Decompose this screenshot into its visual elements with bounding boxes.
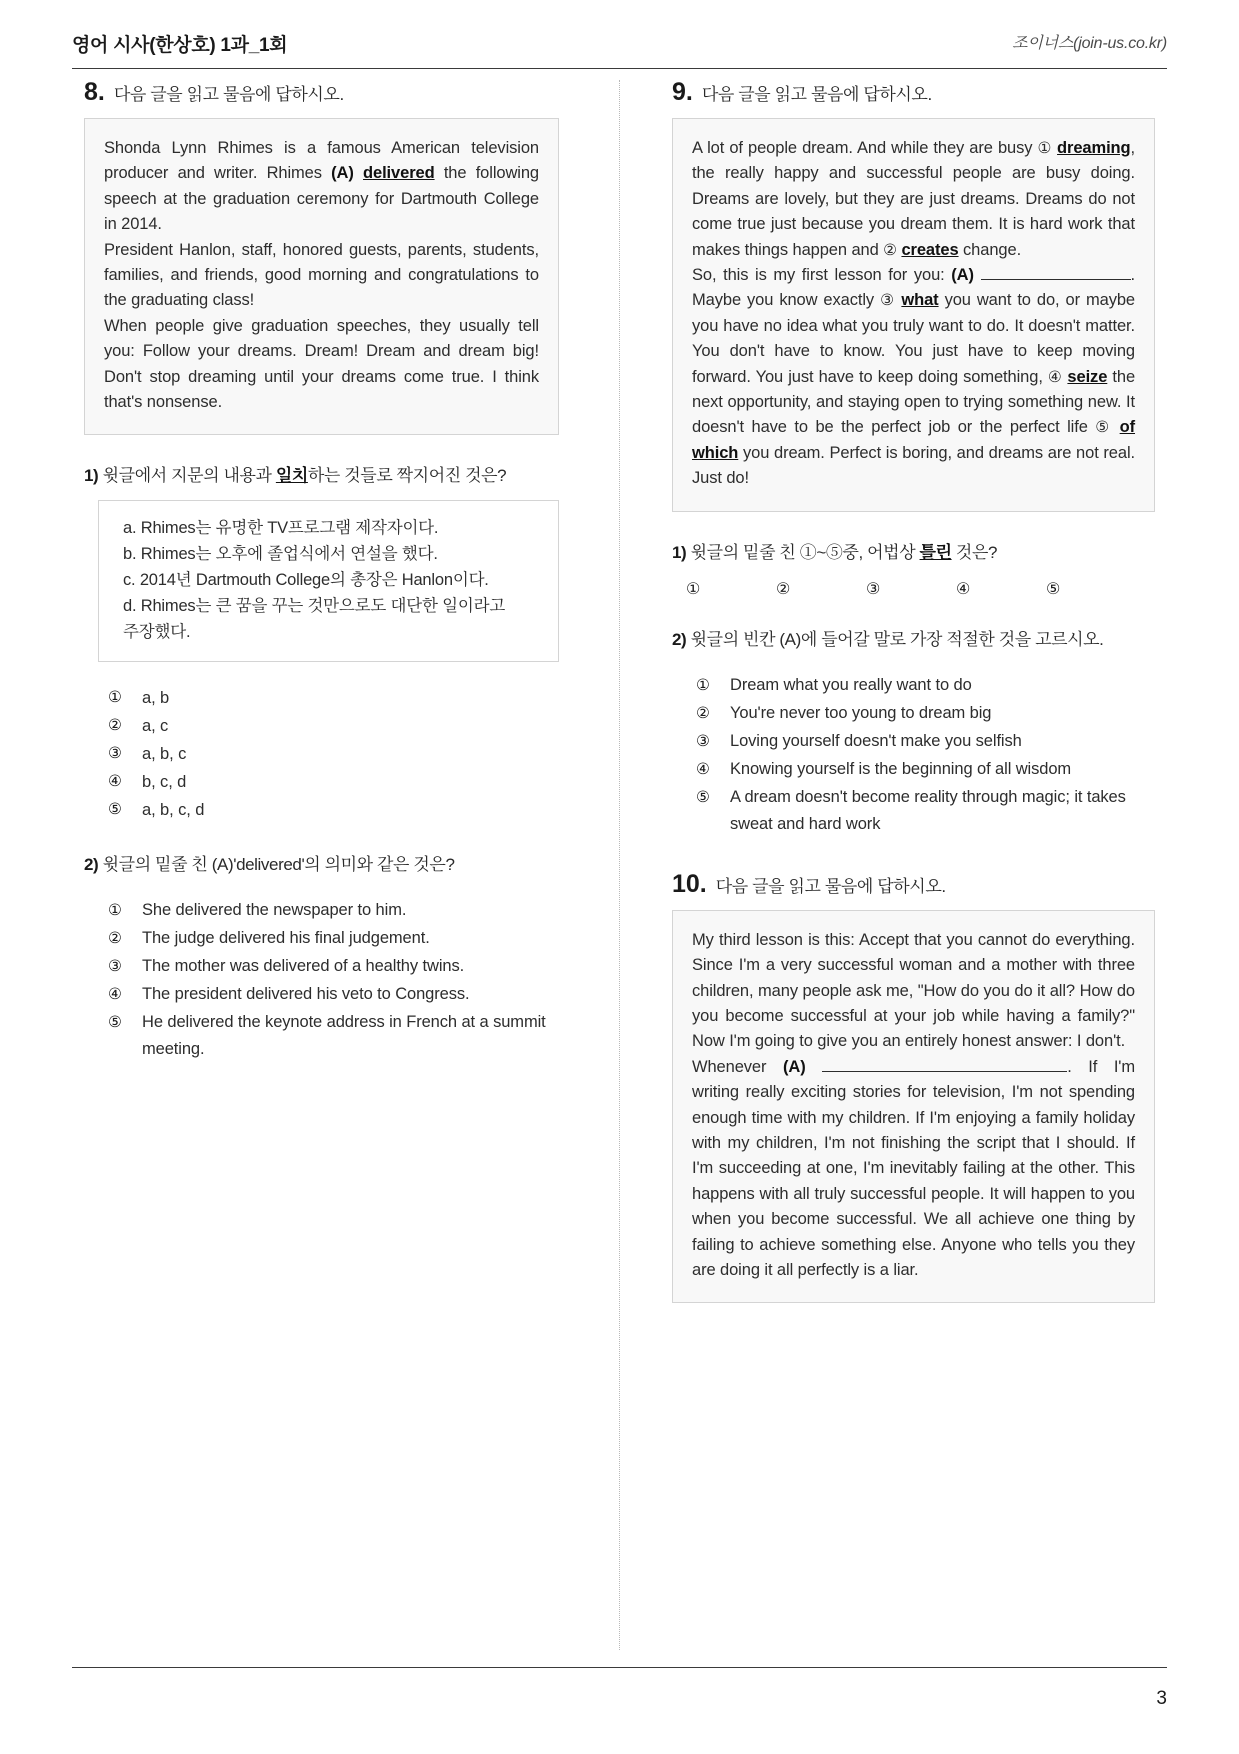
passage-label-a: (A) [331, 164, 354, 183]
choice-marker-5: ⑤ [108, 1014, 122, 1032]
choice-marker-1: ① [108, 689, 122, 707]
choice-label: The judge delivered his final judgement. [142, 929, 430, 948]
question-8-number: 8. [84, 78, 105, 106]
circled-marker-4: ④ [1047, 368, 1063, 386]
choice-label: You're never too young to dream big [730, 703, 992, 722]
question-8-sub1-choices [108, 684, 559, 824]
choice-marker-3: ③ [108, 745, 122, 763]
choice-label: a, b, c, d [142, 801, 205, 820]
passage-text: Shonda Lynn Rhimes is a famous American television producer and writer. Rhimes [104, 139, 539, 183]
choice-label: b, c, d [142, 773, 187, 792]
passage-text: Whenever [692, 1057, 783, 1076]
choice-marker-2: ② [108, 717, 122, 735]
question-8-instruction: 다음 글을 읽고 물음에 답하시오. [113, 85, 344, 104]
footer-divider-rule [72, 1667, 1167, 1668]
circled-marker-2: ② [883, 241, 897, 259]
question-10-number: 10. [672, 869, 707, 898]
passage-text: , the really happy and successful people are busy doing. Dreams are lovely, but they are just dreams. Dreams do not come true just because you dream them. It is hard work that makes things happen and [692, 139, 1135, 259]
choice-marker-3: ③ [108, 958, 122, 976]
choice-marker-2: ② [696, 704, 710, 722]
sub-question-number: 2) [672, 629, 687, 649]
passage-text: change. [958, 240, 1022, 259]
question-9-passage-box [672, 118, 1155, 512]
choice-option[interactable] [108, 981, 559, 1009]
choice-marker-1: ① [108, 902, 122, 920]
right-column [619, 80, 1239, 1309]
choice-option[interactable] [108, 712, 559, 740]
choice-label: He delivered the keynote address in French at a summit meeting. [142, 1013, 546, 1059]
question-8-passage-box [84, 118, 559, 435]
two-column-body [0, 80, 1239, 1309]
choice-option[interactable] [108, 953, 559, 981]
choice-label: The president delivered his veto to Congress. [142, 985, 470, 1004]
choice-option[interactable] [108, 1009, 559, 1063]
choice-option[interactable] [108, 796, 559, 824]
inline-choice-4[interactable]: ④ [956, 580, 971, 598]
choice-label: The mother was delivered of a healthy twins. [142, 957, 465, 976]
choice-option[interactable] [696, 672, 1155, 700]
statement-d: d. Rhimes는 큰 꿈을 꾸는 것만으로도 대단한 일이라고 [123, 597, 506, 616]
choice-label: a, b, c [142, 745, 187, 764]
sub-question-text: 윗글의 밑줄 친 (A)'delivered'의 의미와 같은 것은? [102, 855, 455, 875]
circled-marker-1: ① [1037, 140, 1052, 157]
passage-paragraph: President Hanlon, staff, honored guests, parents, students, families, and friends, good morning and congratulations to the graduating class! [104, 240, 539, 310]
choice-marker-1: ① [696, 676, 710, 694]
statement-d-continued: 주장했다. [123, 623, 191, 642]
sub-question-number: 1) [672, 542, 687, 562]
sub-question-text: 윗글에서 지문의 내용과 [102, 466, 276, 486]
choice-option[interactable] [108, 740, 559, 768]
sub-question-text: 윗글의 빈칸 (A)에 들어갈 말로 가장 적절한 것을 고르시오. [690, 629, 1104, 649]
choice-option[interactable] [696, 756, 1155, 784]
question-9-number: 9. [672, 78, 693, 106]
choice-marker-4: ④ [108, 986, 122, 1004]
question-9-sub2-choices [696, 672, 1155, 838]
choice-option[interactable] [696, 728, 1155, 756]
choice-label: Knowing yourself is the beginning of all wisdom [730, 759, 1072, 778]
underlined-word-creates: creates [901, 240, 959, 259]
inline-choice-1[interactable]: ① [686, 580, 701, 598]
choice-marker-5: ⑤ [108, 801, 122, 819]
passage-paragraph [692, 136, 1135, 263]
statement-a: a. Rhimes는 유명한 TV프로그램 제작자이다. [123, 519, 439, 538]
blank-label-a: (A) [951, 266, 974, 285]
question-8-sub2-prompt [84, 850, 559, 875]
circled-marker-5: ⑤ [1095, 419, 1113, 437]
blank-label-a: (A) [783, 1057, 806, 1076]
underlined-word-seize: seize [1067, 367, 1108, 386]
question-9-heading [672, 80, 1155, 105]
sub-question-number: 1) [84, 466, 99, 486]
passage-text: you dream. Perfect is boring, and dreams are not real. Just do! [692, 443, 1135, 488]
underlined-phrase-of-which: of which [692, 418, 1136, 462]
passage-paragraph [692, 263, 1135, 492]
passage-paragraph: My third lesson is this: Accept that you cannot do everything. Since I'm a very successful woman and a mother with three children, many people ask me, "How do you do it all? How do you become successful at your job while having a family?" Now I'm going to give you an entirely honest answer: I don't. [692, 930, 1135, 1051]
header-divider-rule [72, 68, 1167, 69]
underlined-word-dreaming: dreaming [1057, 139, 1131, 157]
left-column [0, 80, 619, 1309]
circled-marker-3: ③ [880, 292, 896, 310]
choice-option[interactable] [696, 700, 1155, 728]
header-title: 영어 시사(한상호) 1과_1회 [72, 35, 288, 56]
sub-question-text: 것은? [951, 542, 998, 562]
choice-option[interactable] [108, 684, 559, 712]
question-9-sub1-prompt [672, 538, 1155, 563]
emphasis-ilchi: 일치 [275, 466, 308, 486]
question-8-sub2-choices [108, 897, 559, 1063]
question-9-instruction: 다음 글을 읽고 물음에 답하시오. [701, 85, 932, 104]
question-10-heading [672, 869, 1155, 898]
page-header [72, 30, 1167, 68]
question-10-instruction: 다음 글을 읽고 물음에 답하시오. [715, 876, 946, 896]
inline-choice-5[interactable]: ⑤ [1046, 580, 1061, 598]
underlined-word-delivered: delivered [363, 164, 435, 183]
choice-label: Loving yourself doesn't make you selfish [730, 731, 1022, 750]
emphasis-teullin: 틀린 [919, 542, 952, 562]
passage-paragraph [692, 1055, 1135, 1284]
sub-question-text: 하는 것들로 짝지어진 것은? [307, 466, 507, 486]
question-9-sub2-prompt [672, 625, 1155, 650]
choice-label: A dream doesn't become reality through magic; it takes sweat and hard work [730, 787, 1126, 833]
choice-marker-4: ④ [108, 773, 122, 791]
choice-label: a, b [142, 689, 170, 708]
choice-marker-5: ⑤ [696, 788, 710, 806]
passage-text: A lot of people dream. And while they are busy [692, 139, 1038, 157]
fill-in-blank-a [981, 264, 1131, 280]
page-number: 3 [1156, 1688, 1167, 1709]
sub-question-number: 2) [84, 855, 99, 875]
question-8-sub1-prompt [84, 461, 559, 486]
statement-c: c. 2014년 Dartmouth College의 총장은 Hanlon이다. [123, 571, 489, 590]
passage-text: the next opportunity, and staying open to trying something new. It doesn't have to be the perfect job or the perfect life [692, 367, 1136, 437]
passage-text: . Maybe you know exactly [692, 266, 1136, 310]
choice-label: She delivered the newspaper to him. [142, 901, 407, 920]
choice-marker-3: ③ [696, 732, 710, 750]
choice-option[interactable] [108, 768, 559, 796]
passage-paragraph: When people give graduation speeches, they usually tell you: Follow your dreams. Dream! Dream and dream big! Don't stop dreaming until your dreams come true. I think that's nonsense. [104, 316, 539, 412]
passage-paragraph [104, 136, 539, 238]
choice-marker-2: ② [108, 930, 122, 948]
choice-label: Dream what you really want to do [730, 675, 972, 694]
question-10-passage-box [672, 910, 1155, 1304]
fill-in-blank-a [822, 1056, 1067, 1072]
passage-text: the following speech at the graduation ceremony for Dartmouth College in 2014. [104, 164, 540, 234]
sub-question-text: 윗글의 밑줄 친 ①~⑤중, 어법상 [690, 542, 920, 562]
question-8-statement-box [98, 500, 559, 662]
passage-text: . If I'm writing really exciting stories for television, I'm not spending enough time with my children. If I'm enjoying a family holiday with my children, I'm not finishing the script that I should. If I'm succeeding at one, I'm inevitably failing at the other. This happens with all truly successful people. It will happen to you when you become successful. We all achieve one thing by failing to achieve something else. Anyone who tells you they are doing it all perfectly is a liar. [692, 1057, 1136, 1279]
underlined-word-what: what [901, 291, 939, 310]
inline-choice-2[interactable]: ② [776, 580, 791, 598]
choice-option[interactable] [108, 925, 559, 953]
question-9-sub1-inline-choices [686, 579, 1155, 599]
header-site-credit: 조이너스(join-us.co.kr) [1012, 35, 1167, 52]
statement-b: b. Rhimes는 오후에 졸업식에서 연설을 했다. [123, 545, 438, 564]
passage-text: you want to do, or maybe you have no idea what you truly want to do. It doesn't matter. You don't have to know. You just have to keep moving forward. You just have to keep doing something, [692, 291, 1135, 386]
question-8-heading [84, 80, 559, 105]
passage-text: So, this is my first lesson for you: [692, 266, 952, 285]
choice-label: a, c [142, 717, 169, 736]
choice-option[interactable] [108, 897, 559, 925]
choice-option[interactable] [696, 784, 1155, 838]
choice-marker-4: ④ [696, 760, 710, 778]
inline-choice-3[interactable]: ③ [866, 580, 881, 598]
